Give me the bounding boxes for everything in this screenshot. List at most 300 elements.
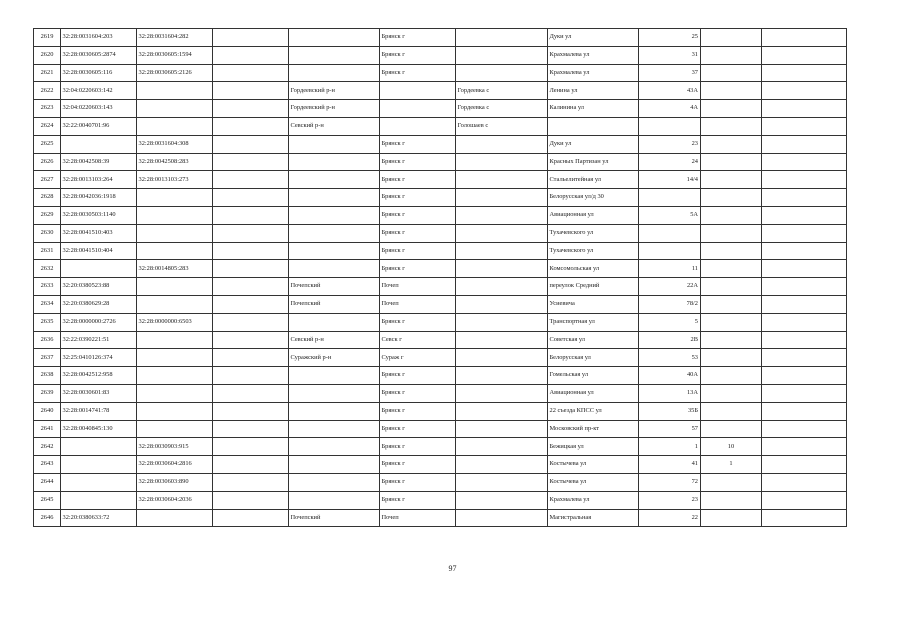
cell-house-number (639, 224, 701, 242)
cell-linked-cadastral-number: 32:28:0013103:273 (137, 171, 213, 189)
cell-row-index: 2627 (34, 171, 61, 189)
cell-district (289, 260, 380, 278)
cell-building-number (701, 189, 762, 207)
cell-settlement (456, 260, 548, 278)
cell-building-number (701, 135, 762, 153)
cell-linked-cadastral-number: 32:28:0000000:6503 (137, 313, 213, 331)
cell-city: Брянск г (380, 135, 456, 153)
cell-row-index: 2637 (34, 349, 61, 367)
cell-row-index: 2629 (34, 206, 61, 224)
table-row (34, 100, 847, 118)
cell-linked-cadastral-number: 32:28:0031604:282 (137, 29, 213, 47)
cell-city: Почеп (380, 509, 456, 527)
cell-settlement (456, 278, 548, 296)
cell-city: Почеп (380, 278, 456, 296)
cell-building-number (701, 153, 762, 171)
cell-street: Ленина ул (548, 82, 639, 100)
cell-linked-cadastral-number: 32:28:0030604:2816 (137, 456, 213, 474)
cell-settlement (456, 135, 548, 153)
cell-settlement (456, 295, 548, 313)
cell-street: Авиационная ул (548, 206, 639, 224)
cell-linked-cadastral-number (137, 331, 213, 349)
cell-house-number: 37 (639, 64, 701, 82)
cell-row-index: 2643 (34, 456, 61, 474)
table-row (34, 82, 847, 100)
cell-extra-field (213, 117, 289, 135)
cell-extra-field (213, 224, 289, 242)
cell-street: Советская ул (548, 331, 639, 349)
cell-linked-cadastral-number (137, 384, 213, 402)
cell-cadastral-number: 32:22:0040701:96 (61, 117, 137, 135)
table-row (34, 242, 847, 260)
table-row (34, 171, 847, 189)
cell-city: Брянск г (380, 402, 456, 420)
cell-district (289, 153, 380, 171)
cell-house-number: 22А (639, 278, 701, 296)
cell-extra-field (213, 509, 289, 527)
cell-city: Брянск г (380, 224, 456, 242)
cell-cadastral-number: 32:28:0041510:404 (61, 242, 137, 260)
cell-district: Почепский (289, 278, 380, 296)
cell-street: Стальелитейная ул (548, 171, 639, 189)
cell-apartment-number (762, 491, 847, 509)
cell-cadastral-number: 32:04:0220603:143 (61, 100, 137, 118)
cell-apartment-number (762, 206, 847, 224)
cell-row-index: 2624 (34, 117, 61, 135)
cell-house-number: 24 (639, 153, 701, 171)
cell-settlement (456, 171, 548, 189)
cell-building-number (701, 491, 762, 509)
cell-row-index: 2622 (34, 82, 61, 100)
cell-settlement (456, 367, 548, 385)
cell-street: переулок Средний (548, 278, 639, 296)
cell-linked-cadastral-number (137, 509, 213, 527)
cell-linked-cadastral-number (137, 402, 213, 420)
cell-house-number: 11 (639, 260, 701, 278)
cell-linked-cadastral-number (137, 117, 213, 135)
cell-house-number (639, 242, 701, 260)
cell-extra-field (213, 491, 289, 509)
cell-extra-field (213, 278, 289, 296)
cell-building-number (701, 349, 762, 367)
cell-row-index: 2642 (34, 438, 61, 456)
cell-settlement (456, 206, 548, 224)
cell-house-number: 78/2 (639, 295, 701, 313)
cell-apartment-number (762, 438, 847, 456)
cell-apartment-number (762, 295, 847, 313)
cell-street: Комсомольская ул (548, 260, 639, 278)
cell-linked-cadastral-number (137, 100, 213, 118)
cell-building-number (701, 509, 762, 527)
cell-linked-cadastral-number (137, 278, 213, 296)
cell-linked-cadastral-number (137, 420, 213, 438)
cell-city: Брянск г (380, 420, 456, 438)
cell-row-index: 2633 (34, 278, 61, 296)
cell-district (289, 438, 380, 456)
cell-city: Брянск г (380, 242, 456, 260)
table-row (34, 64, 847, 82)
cell-house-number: 43А (639, 82, 701, 100)
cell-house-number: 5 (639, 313, 701, 331)
cell-street (548, 117, 639, 135)
cell-settlement (456, 46, 548, 64)
cell-settlement (456, 29, 548, 47)
table-row (34, 456, 847, 474)
cell-apartment-number (762, 420, 847, 438)
cell-building-number (701, 313, 762, 331)
table-row (34, 189, 847, 207)
cell-house-number: 23 (639, 491, 701, 509)
table-row (34, 135, 847, 153)
table-row (34, 349, 847, 367)
cell-settlement (456, 242, 548, 260)
cell-linked-cadastral-number: 32:28:0030903:915 (137, 438, 213, 456)
cell-city: Брянск г (380, 171, 456, 189)
cell-cadastral-number: 32:28:0041510:403 (61, 224, 137, 242)
page-number: 97 (448, 564, 457, 573)
cell-house-number: 57 (639, 420, 701, 438)
cell-building-number (701, 46, 762, 64)
cell-linked-cadastral-number: 32:28:0031604:308 (137, 135, 213, 153)
cell-row-index: 2641 (34, 420, 61, 438)
cell-extra-field (213, 100, 289, 118)
cell-extra-field (213, 420, 289, 438)
cell-row-index: 2631 (34, 242, 61, 260)
cell-district (289, 135, 380, 153)
table-row (34, 509, 847, 527)
cell-cadastral-number: 32:28:0030605:116 (61, 64, 137, 82)
cell-city: Брянск г (380, 313, 456, 331)
cell-building-number: 1 (701, 456, 762, 474)
cell-cadastral-number (61, 491, 137, 509)
cell-linked-cadastral-number: 32:28:0030605:2126 (137, 64, 213, 82)
cell-cadastral-number: 32:20:0380523:88 (61, 278, 137, 296)
cell-apartment-number (762, 64, 847, 82)
cell-settlement (456, 313, 548, 331)
cell-row-index: 2623 (34, 100, 61, 118)
cell-settlement (456, 224, 548, 242)
cell-street: Калинина ул (548, 100, 639, 118)
cell-district (289, 171, 380, 189)
table-body (34, 29, 847, 527)
cell-city: Брянск г (380, 153, 456, 171)
cell-settlement: Гордеевка с (456, 100, 548, 118)
cell-settlement (456, 420, 548, 438)
cell-street: Московский пр-кт (548, 420, 639, 438)
table-row (34, 402, 847, 420)
cell-extra-field (213, 46, 289, 64)
cell-apartment-number (762, 224, 847, 242)
cell-cadastral-number (61, 473, 137, 491)
cell-building-number (701, 242, 762, 260)
cell-street: 22 съезда КПСС ул (548, 402, 639, 420)
cell-city: Брянск г (380, 64, 456, 82)
cell-house-number (639, 117, 701, 135)
cell-district (289, 224, 380, 242)
cell-apartment-number (762, 242, 847, 260)
cell-street: Костычева ул (548, 456, 639, 474)
cell-house-number: 41 (639, 456, 701, 474)
cell-street: Костычева ул (548, 473, 639, 491)
cell-apartment-number (762, 509, 847, 527)
table-row (34, 117, 847, 135)
cell-row-index: 2638 (34, 367, 61, 385)
cell-extra-field (213, 242, 289, 260)
cell-settlement (456, 153, 548, 171)
cell-settlement (456, 64, 548, 82)
cell-district (289, 456, 380, 474)
cell-cadastral-number: 32:28:0014741:78 (61, 402, 137, 420)
cell-street: Дуки ул (548, 29, 639, 47)
cell-city: Брянск г (380, 473, 456, 491)
cell-apartment-number (762, 117, 847, 135)
cell-house-number: 31 (639, 46, 701, 64)
cell-building-number (701, 260, 762, 278)
cell-apartment-number (762, 153, 847, 171)
cell-linked-cadastral-number (137, 367, 213, 385)
cell-extra-field (213, 189, 289, 207)
cell-street: Авиационная ул (548, 384, 639, 402)
cell-house-number: 22 (639, 509, 701, 527)
cell-linked-cadastral-number (137, 206, 213, 224)
cell-cadastral-number: 32:28:0042036:1918 (61, 189, 137, 207)
cell-house-number: 13А (639, 384, 701, 402)
cell-apartment-number (762, 278, 847, 296)
cell-extra-field (213, 313, 289, 331)
cell-district: Почепский (289, 295, 380, 313)
cell-apartment-number (762, 82, 847, 100)
cell-row-index: 2640 (34, 402, 61, 420)
cell-city: Брянск г (380, 46, 456, 64)
cell-building-number (701, 171, 762, 189)
cell-district: Почепский (289, 509, 380, 527)
cell-cadastral-number: 32:20:0380629:28 (61, 295, 137, 313)
table-row (34, 438, 847, 456)
cell-city: Брянск г (380, 29, 456, 47)
table-row (34, 473, 847, 491)
cell-cadastral-number: 32:28:0031604:203 (61, 29, 137, 47)
cell-district: Гордеевский р-н (289, 82, 380, 100)
cell-row-index: 2626 (34, 153, 61, 171)
cell-cadastral-number: 32:28:0013103:264 (61, 171, 137, 189)
cell-cadastral-number: 32:25:0410126:374 (61, 349, 137, 367)
cell-building-number (701, 278, 762, 296)
cell-building-number (701, 82, 762, 100)
cell-cadastral-number: 32:28:0030605:2874 (61, 46, 137, 64)
cell-extra-field (213, 64, 289, 82)
cell-extra-field (213, 331, 289, 349)
cell-cadastral-number: 32:28:0000000:2726 (61, 313, 137, 331)
cell-cadastral-number (61, 456, 137, 474)
cell-apartment-number (762, 331, 847, 349)
cell-cadastral-number (61, 135, 137, 153)
cell-house-number: 1 (639, 438, 701, 456)
cell-city: Брянск г (380, 206, 456, 224)
cell-linked-cadastral-number: 32:28:0030603:890 (137, 473, 213, 491)
cell-building-number (701, 100, 762, 118)
table-row (34, 260, 847, 278)
cell-district (289, 420, 380, 438)
cell-extra-field (213, 295, 289, 313)
cell-street: Крахмалева ул (548, 491, 639, 509)
cell-apartment-number (762, 473, 847, 491)
cell-settlement (456, 349, 548, 367)
cell-apartment-number (762, 402, 847, 420)
cell-district (289, 189, 380, 207)
cell-extra-field (213, 367, 289, 385)
cell-row-index: 2639 (34, 384, 61, 402)
cell-linked-cadastral-number: 32:28:0042508:283 (137, 153, 213, 171)
cell-city: Брянск г (380, 491, 456, 509)
cell-city: Брянск г (380, 189, 456, 207)
cell-street: Красных Партизан ул (548, 153, 639, 171)
cell-extra-field (213, 473, 289, 491)
cell-extra-field (213, 456, 289, 474)
cell-city: Брянск г (380, 260, 456, 278)
cell-apartment-number (762, 456, 847, 474)
cell-extra-field (213, 349, 289, 367)
cell-extra-field (213, 384, 289, 402)
cell-row-index: 2632 (34, 260, 61, 278)
cell-row-index: 2635 (34, 313, 61, 331)
cell-building-number (701, 473, 762, 491)
cell-row-index: 2630 (34, 224, 61, 242)
cell-apartment-number (762, 135, 847, 153)
cell-extra-field (213, 29, 289, 47)
cell-linked-cadastral-number (137, 242, 213, 260)
cell-settlement (456, 456, 548, 474)
cell-city (380, 100, 456, 118)
cell-city: Брянск г (380, 367, 456, 385)
cell-row-index: 2644 (34, 473, 61, 491)
cell-street: Тухачевского ул (548, 242, 639, 260)
cell-house-number: 2В (639, 331, 701, 349)
cell-building-number (701, 117, 762, 135)
cell-house-number: 53 (639, 349, 701, 367)
cell-row-index: 2636 (34, 331, 61, 349)
table-row (34, 224, 847, 242)
cell-city (380, 82, 456, 100)
cell-district: Суражский р-н (289, 349, 380, 367)
cell-extra-field (213, 438, 289, 456)
cell-apartment-number (762, 171, 847, 189)
cell-apartment-number (762, 260, 847, 278)
cell-house-number: 72 (639, 473, 701, 491)
cell-cadastral-number: 32:22:0390221:51 (61, 331, 137, 349)
cell-linked-cadastral-number: 32:28:0014805:283 (137, 260, 213, 278)
cell-cadastral-number: 32:28:0040845:130 (61, 420, 137, 438)
cell-district: Гордеевский р-н (289, 100, 380, 118)
cell-city: Сураж г (380, 349, 456, 367)
cell-apartment-number (762, 29, 847, 47)
cell-house-number (639, 189, 701, 207)
cell-district (289, 313, 380, 331)
cell-building-number (701, 331, 762, 349)
cell-building-number: 10 (701, 438, 762, 456)
table-row (34, 278, 847, 296)
cell-district (289, 242, 380, 260)
cell-city: Брянск г (380, 456, 456, 474)
cell-district (289, 491, 380, 509)
cell-district (289, 384, 380, 402)
cell-row-index: 2628 (34, 189, 61, 207)
cell-building-number (701, 295, 762, 313)
cell-house-number: 25 (639, 29, 701, 47)
cell-city: Севск г (380, 331, 456, 349)
cell-house-number: 40А (639, 367, 701, 385)
cell-apartment-number (762, 46, 847, 64)
cell-street: Белорусская ул/д 30 (548, 189, 639, 207)
cell-apartment-number (762, 349, 847, 367)
cell-cadastral-number: 32:04:0220603:142 (61, 82, 137, 100)
cell-row-index: 2619 (34, 29, 61, 47)
cell-street: Дуки ул (548, 135, 639, 153)
cell-settlement (456, 331, 548, 349)
cell-street: Белорусская ул (548, 349, 639, 367)
cell-linked-cadastral-number: 32:28:0030605:1594 (137, 46, 213, 64)
cell-apartment-number (762, 189, 847, 207)
cell-house-number: 23 (639, 135, 701, 153)
cell-cadastral-number: 32:28:0030503:1140 (61, 206, 137, 224)
cell-linked-cadastral-number: 32:28:0030604:2036 (137, 491, 213, 509)
table-row (34, 206, 847, 224)
cell-city: Брянск г (380, 438, 456, 456)
cell-district (289, 46, 380, 64)
table-row (34, 313, 847, 331)
table-row (34, 295, 847, 313)
cell-cadastral-number (61, 260, 137, 278)
cell-city (380, 117, 456, 135)
cell-district (289, 64, 380, 82)
table-row (34, 367, 847, 385)
cell-row-index: 2634 (34, 295, 61, 313)
cell-street: Усиевича (548, 295, 639, 313)
cell-street: Гомельская ул (548, 367, 639, 385)
cell-apartment-number (762, 367, 847, 385)
cell-city: Брянск г (380, 384, 456, 402)
cell-house-number: 5А (639, 206, 701, 224)
cell-linked-cadastral-number (137, 224, 213, 242)
cell-district (289, 367, 380, 385)
cell-district (289, 473, 380, 491)
cell-apartment-number (762, 100, 847, 118)
cell-extra-field (213, 153, 289, 171)
cell-building-number (701, 367, 762, 385)
cell-cadastral-number (61, 438, 137, 456)
cell-row-index: 2620 (34, 46, 61, 64)
cell-street: Бежицкая ул (548, 438, 639, 456)
cell-city: Почеп (380, 295, 456, 313)
cell-cadastral-number: 32:28:0042512:958 (61, 367, 137, 385)
cell-extra-field (213, 171, 289, 189)
cell-street: Крахмалева ул (548, 64, 639, 82)
cell-settlement (456, 402, 548, 420)
cell-apartment-number (762, 384, 847, 402)
cell-cadastral-number: 32:28:0030601:83 (61, 384, 137, 402)
cell-building-number (701, 402, 762, 420)
cell-extra-field (213, 82, 289, 100)
cell-extra-field (213, 260, 289, 278)
cell-building-number (701, 224, 762, 242)
cell-row-index: 2625 (34, 135, 61, 153)
cell-settlement (456, 491, 548, 509)
table-row (34, 384, 847, 402)
cell-row-index: 2646 (34, 509, 61, 527)
cell-district (289, 29, 380, 47)
cell-district: Севский р-н (289, 331, 380, 349)
cell-apartment-number (762, 313, 847, 331)
cell-extra-field (213, 135, 289, 153)
